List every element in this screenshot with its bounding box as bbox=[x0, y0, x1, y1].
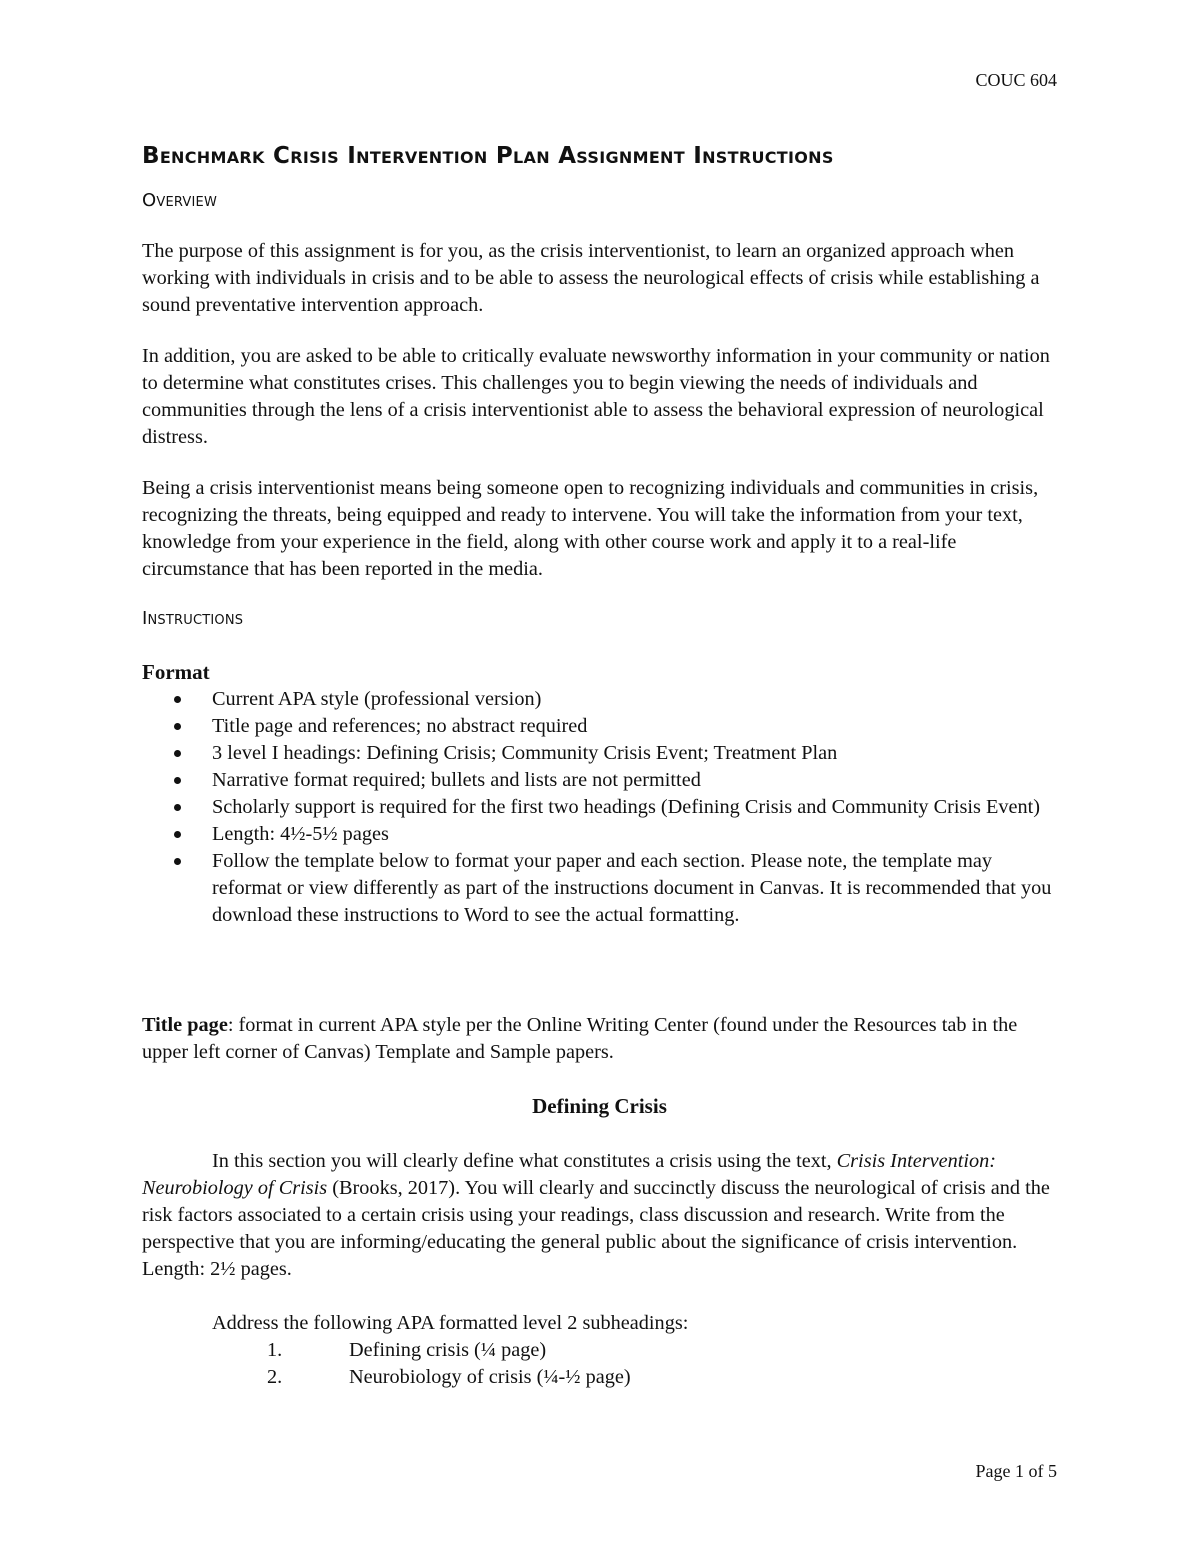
format-bullet: Scholarly support is required for the first two headings (Defining Crisis and Community Crisis Event) bbox=[142, 794, 1062, 821]
subheadings-intro: Address the following APA formatted level 2 subheadings: bbox=[212, 1312, 689, 1334]
list-number: 2. bbox=[267, 1366, 283, 1388]
title-page-label: Title page bbox=[142, 1014, 228, 1036]
course-header: COUC 604 bbox=[975, 70, 1057, 90]
format-heading: Format bbox=[142, 660, 210, 684]
title-page-text: : format in current APA style per the Online Writing Center (found under the Resources tab in the upper left corner of Canvas) Template and Sample papers. bbox=[142, 1014, 1018, 1063]
list-text: Neurobiology of crisis (¼-½ page) bbox=[349, 1366, 631, 1388]
format-bullet: Title page and references; no abstract required bbox=[142, 713, 1062, 740]
format-bullet: 3 level I headings: Defining Crisis; Community Crisis Event; Treatment Plan bbox=[142, 740, 1062, 767]
format-bullet: Current APA style (professional version) bbox=[142, 686, 1062, 713]
overview-paragraph-3: Being a crisis interventionist means being someone open to recognizing individuals and communities in crisis, recognizing the threats, being equipped and ready to intervene. You will take the information from your text, knowledge from your experience in the field, along with other course work and apply it to a real-life circumstance that has been reported in the media. bbox=[142, 477, 1039, 580]
defining-crisis-paragraph bbox=[142, 1148, 1057, 1283]
subheadings-list bbox=[142, 1337, 631, 1391]
defining-crisis-text-cont: (Brooks, 2017). You will clearly and succinctly discuss the neurological of crisis and the risk factors associated to a certain crisis using your readings, class discussion and research. Write from the perspective that you are informing/educating the general public about the significance of crisis intervention. Length: 2½ pages. bbox=[142, 1177, 1050, 1280]
overview-paragraph-1: The purpose of this assignment is for you, as the crisis interventionist, to learn an organized approach when working with individuals in crisis and to be able to assess the neurological effects of crisis while establishing a sound preventative intervention approach. bbox=[142, 240, 1040, 316]
format-bullet: Narrative format required; bullets and lists are not permitted bbox=[142, 767, 1062, 794]
overview-paragraph-2: In addition, you are asked to be able to critically evaluate newsworthy information in your community or nation to determine what constitutes crises. This challenges you to begin viewing the needs of individuals and communities through the lens of a crisis interventionist able to assess the behavioral expression of neurological distress. bbox=[142, 345, 1050, 448]
format-bullet: Length: 4½-5½ pages bbox=[142, 821, 1062, 848]
page-number: Page 1 of 5 bbox=[975, 1461, 1057, 1481]
title-page-paragraph bbox=[142, 1012, 1057, 1066]
defining-crisis-text: In this section you will clearly define what constitutes a crisis using the text, bbox=[212, 1150, 837, 1172]
format-bullet: Follow the template below to format your paper and each section. Please note, the template may reformat or view differently as part of the instructions document in Canvas. It is recommended that you download these instructions to Word to see the actual formatting. bbox=[142, 848, 1062, 929]
textbook-title: Crisis Intervention: Neurobiology of Crisis bbox=[142, 1150, 997, 1199]
instructions-label: Instructions bbox=[142, 608, 244, 629]
list-text: Defining crisis (¼ page) bbox=[349, 1339, 547, 1361]
format-bullet-list bbox=[142, 686, 1062, 929]
overview-label: Overview bbox=[142, 190, 217, 211]
list-number: 1. bbox=[267, 1339, 283, 1361]
document-title: Benchmark Crisis Intervention Plan Assignment Instructions bbox=[142, 143, 834, 169]
list-item bbox=[142, 1337, 631, 1364]
defining-crisis-heading: Defining Crisis bbox=[532, 1094, 667, 1118]
list-item bbox=[142, 1364, 631, 1391]
